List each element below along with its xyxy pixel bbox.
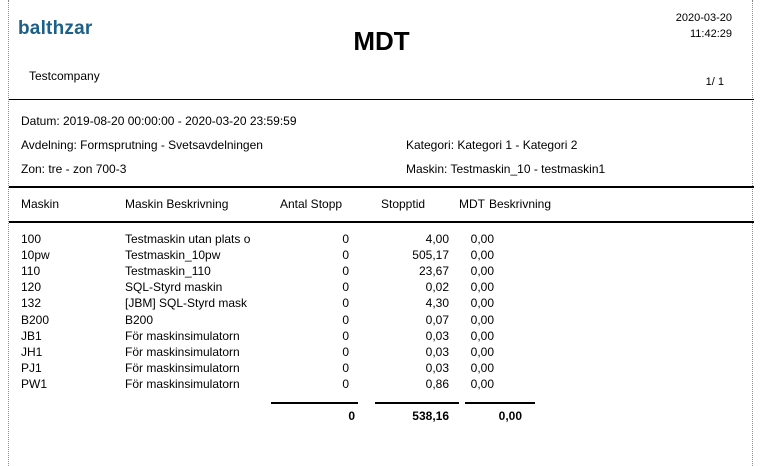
cell-mdt: 0,00 [470, 345, 494, 359]
column-header-antal-stopp: Antal Stopp [280, 197, 343, 211]
cell-antal-stopp: 0 [342, 296, 349, 310]
cell-beskrivning: SQL-Styrd maskin [125, 280, 223, 294]
table-row [9, 361, 754, 377]
table-row [9, 313, 754, 329]
column-header-stopptid: Stopptid [381, 197, 426, 211]
cell-beskrivning: För maskinsimulatorn [125, 377, 240, 391]
filter-kategori: Kategori: Kategori 1 - Kategori 2 [406, 138, 578, 152]
cell-mdt: 0,00 [470, 232, 494, 246]
cell-mdt: 0,00 [470, 329, 494, 343]
total-line-antal [271, 402, 358, 404]
table-row [9, 232, 754, 248]
total-mdt: 0,00 [498, 409, 522, 423]
table-row [9, 296, 754, 312]
cell-maskin: JH1 [21, 345, 43, 359]
table-row [9, 329, 754, 345]
cell-beskrivning: Testmaskin_10pw [125, 248, 221, 262]
column-header-beskrivning2: Beskrivning [489, 197, 552, 211]
logo: balthzar [18, 18, 93, 39]
column-header-mdt: MDT [459, 197, 485, 211]
cell-stopptid: 505,17 [412, 248, 449, 262]
column-header-divider [9, 221, 754, 223]
total-line-stopptid [375, 402, 459, 404]
table-row [9, 264, 754, 280]
company-name: Testcompany [29, 69, 100, 83]
cell-mdt: 0,00 [470, 313, 494, 327]
report-page [8, 0, 753, 466]
cell-beskrivning: [JBM] SQL-Styrd mask [125, 296, 248, 310]
cell-maskin: 132 [21, 296, 42, 310]
cell-antal-stopp: 0 [342, 280, 349, 294]
cell-maskin: PJ1 [21, 361, 42, 375]
cell-antal-stopp: 0 [342, 248, 349, 262]
cell-stopptid: 4,30 [425, 296, 449, 310]
cell-antal-stopp: 0 [342, 264, 349, 278]
cell-stopptid: 4,00 [425, 232, 449, 246]
cell-antal-stopp: 0 [342, 329, 349, 343]
cell-mdt: 0,00 [470, 248, 494, 262]
cell-maskin: 120 [21, 280, 42, 294]
cell-stopptid: 0,03 [425, 361, 449, 375]
cell-maskin: 100 [21, 232, 42, 246]
page-number: 1/ 1 [705, 76, 724, 88]
filter-avdelning: Avdelning: Formsprutning - Svetsavdelningen [21, 138, 263, 152]
cell-stopptid: 0,02 [425, 280, 449, 294]
cell-antal-stopp: 0 [342, 377, 349, 391]
cell-stopptid: 0,03 [425, 345, 449, 359]
cell-beskrivning: B200 [125, 313, 154, 327]
cell-antal-stopp: 0 [342, 313, 349, 327]
cell-maskin: 110 [21, 264, 41, 278]
filter-datum: Datum: 2019-08-20 00:00:00 - 2020-03-20 23:59:59 [21, 114, 297, 128]
cell-antal-stopp: 0 [342, 232, 349, 246]
cell-stopptid: 0,07 [425, 313, 449, 327]
cell-antal-stopp: 0 [342, 361, 349, 375]
cell-beskrivning: Testmaskin_110 [125, 264, 211, 278]
total-line-mdt [465, 402, 535, 404]
cell-beskrivning: För maskinsimulatorn [125, 329, 240, 343]
cell-mdt: 0,00 [470, 264, 494, 278]
cell-maskin: B200 [21, 313, 50, 327]
cell-maskin: PW1 [21, 377, 48, 391]
total-antal-stopp: 0 [348, 409, 355, 423]
table-row [9, 280, 754, 296]
cell-stopptid: 0,86 [425, 377, 449, 391]
cell-beskrivning: För maskinsimulatorn [125, 361, 240, 375]
cell-maskin: 10pw [21, 248, 50, 262]
column-header-beskrivning: Maskin Beskrivning [125, 197, 229, 211]
cell-stopptid: 23,67 [418, 264, 449, 278]
cell-maskin: JB1 [21, 329, 42, 343]
column-header-maskin: Maskin [21, 197, 60, 211]
cell-stopptid: 0,03 [425, 329, 449, 343]
cell-mdt: 0,00 [470, 296, 494, 310]
table-row [9, 248, 754, 264]
report-title: MDT [353, 26, 410, 56]
total-stopptid: 538,16 [412, 409, 449, 423]
cell-mdt: 0,00 [470, 361, 494, 375]
filter-zon: Zon: tre - zon 700-3 [21, 162, 127, 176]
cell-mdt: 0,00 [470, 280, 494, 294]
table-row [9, 345, 754, 361]
header-divider [9, 99, 754, 100]
report-time: 11:42:29 [689, 28, 732, 40]
cell-beskrivning: För maskinsimulatorn [125, 345, 240, 359]
filter-maskin: Maskin: Testmaskin_10 - testmaskin1 [406, 162, 606, 176]
table-row [9, 377, 754, 393]
report-date: 2020-03-20 [675, 12, 732, 24]
cell-beskrivning: Testmaskin utan plats o [125, 232, 251, 246]
cell-antal-stopp: 0 [342, 345, 349, 359]
filter-divider [9, 186, 754, 188]
cell-mdt: 0,00 [470, 377, 494, 391]
